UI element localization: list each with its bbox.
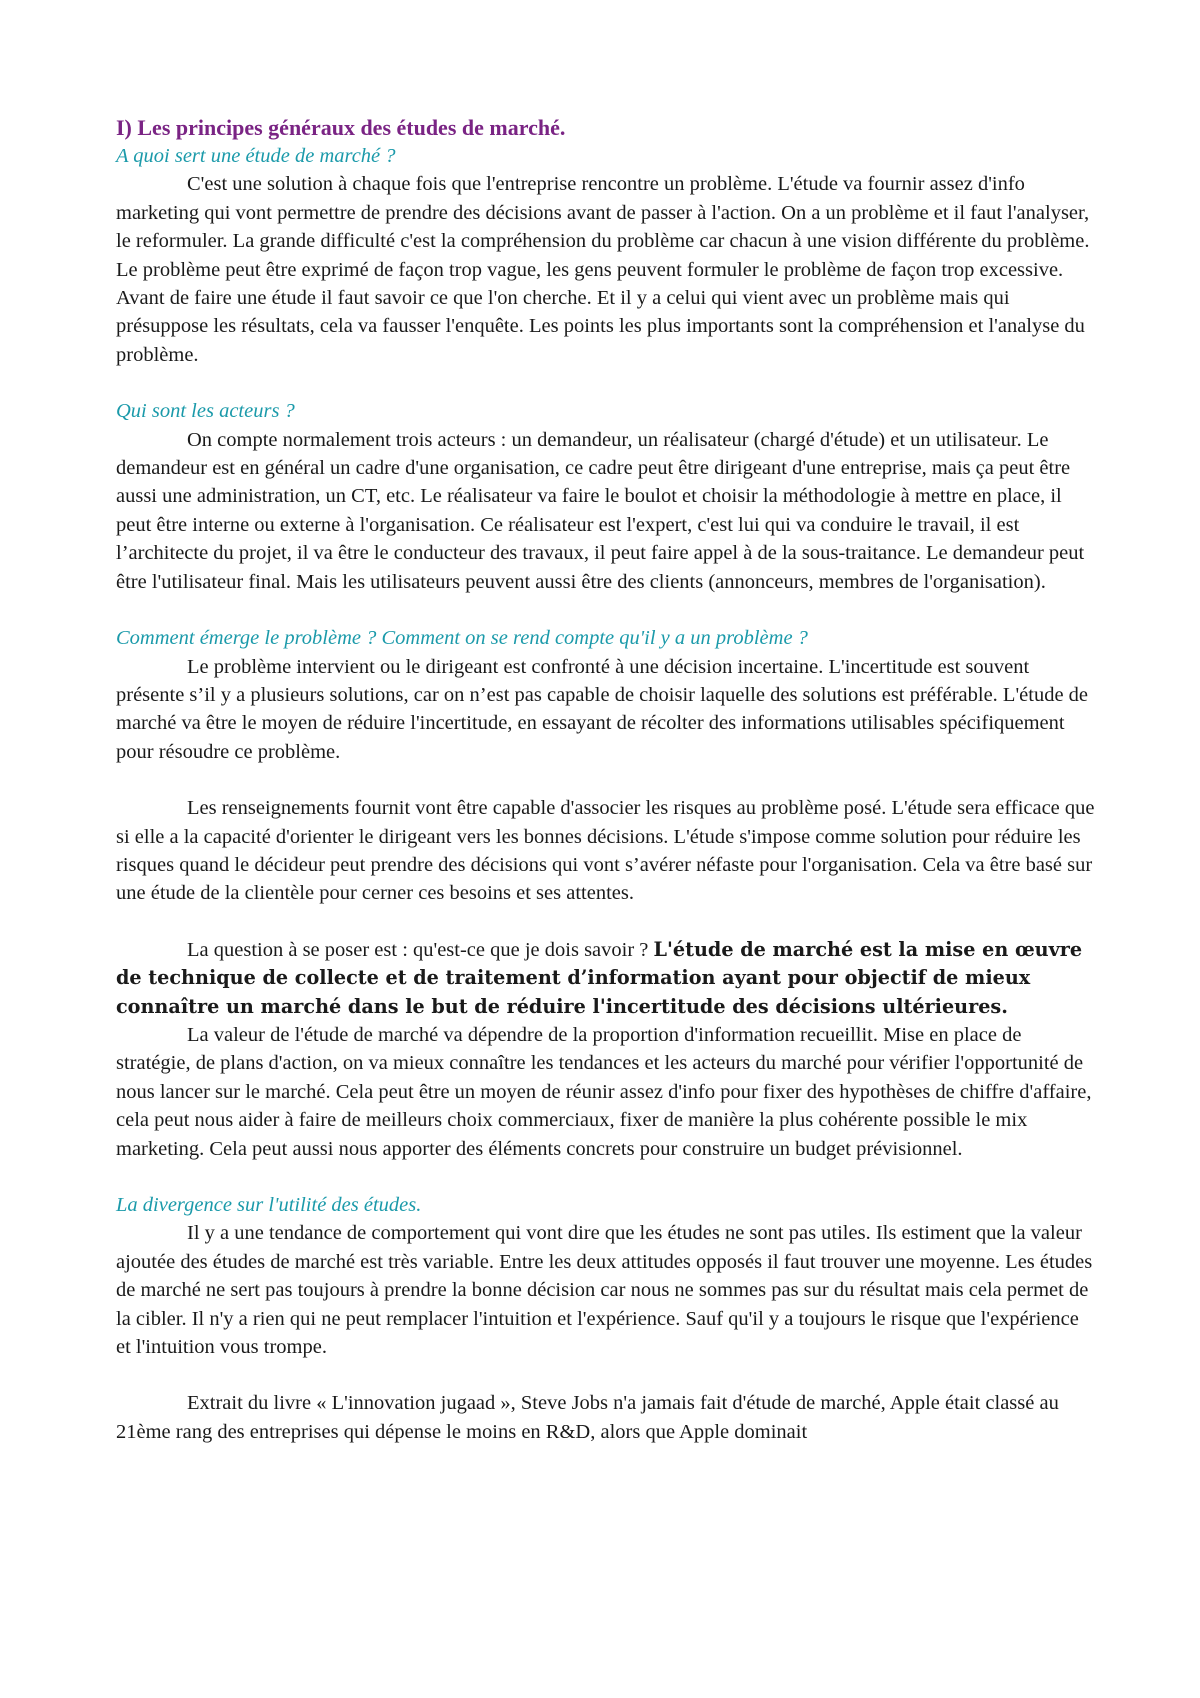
paragraph-gap — [116, 1361, 1096, 1389]
paragraph-actors: On compte normalement trois acteurs : un demandeur, un réalisateur (chargé d'étude) et un utilisateur. Le demandeur est en général un cadre d'une organisation, ce cadre peut être dirigeant d'une entreprise, mais ça peut être aussi une administration, un CT, etc. Le réalisateur va faire le boulot et choisir la méthodologie à mettre en place, il peut être interne ou externe à l'organisation. Ce réalisateur est l'expert, c'est lui qui va conduire le travail, il est l’architecte du projet, il va être le conducteur des travaux, il peut faire appel à de la sous-traitance. Le demandeur peut être l'utilisateur final. Mais les utilisateurs peuvent aussi être des clients (annonceurs, membres de l'organisation). — [116, 428, 1085, 593]
section-heading-problem: Comment émerge le problème ? Comment on se rend compte qu'il y a un problème ? — [116, 627, 808, 650]
definition-lead: La question à se poser est : qu'est-ce que je dois savoir ? — [187, 938, 654, 961]
paragraph-gap — [116, 1163, 1096, 1191]
paragraph-gap — [116, 908, 1096, 936]
paragraph-definition — [116, 936, 1096, 1021]
section-heading-divergence: La divergence sur l'utilité des études. — [116, 1194, 422, 1216]
paragraph-problem-1: Le problème intervient ou le dirigeant est confronté à une décision incertaine. L'incertitude est souvent présente s’il y a plusieurs solutions, car on n’est pas capable de choisir laquelle des solutions est préférable. L'étude de marché va être le moyen de réduire l'incertitude, en essayant de récolter des informations utilisables spécifiquement pour résoudre ce problème. — [116, 655, 1089, 763]
document-page — [116, 114, 1096, 1446]
paragraph-gap — [116, 766, 1096, 794]
paragraph-gap — [116, 369, 1096, 397]
paragraph-jugaad: Extrait du livre « L'innovation jugaad », Steve Jobs n'a jamais fait d'étude de marché, Apple était classé au 21ème rang des entreprises qui dépense le moins en R&D, alors que Apple dominait — [116, 1392, 1059, 1443]
paragraph-purpose: C'est une solution à chaque fois que l'entreprise rencontre un problème. L'étude va fournir assez d'info marketing qui vont permettre de prendre des décisions avant de passer à l'action. On a un problème et il faut l'analyser, le reformuler. La grande difficulté c'est la compréhension du problème car chacun à une vision différente du problème. Le problème peut être exprimé de façon trop vague, les gens peuvent formuler le problème de façon trop excessive. Avant de faire une étude il faut savoir ce que l'on cherche. Et il y a celui qui vient avec un problème mais qui présuppose les résultats, cela va fausser l'enquête. Les points les plus importants sont la compréhension et l'analyse du problème. — [116, 173, 1090, 366]
paragraph-divergence: Il y a une tendance de comportement qui vont dire que les études ne sont pas utiles. Ils estiment que la valeur ajoutée des études de marché est très variable. Entre les deux attitudes opposés il faut trouver une moyenne. Les études de marché ne sert pas toujours à prendre la bonne décision car nous ne sommes pas sur du résultat mais cela permet de la cibler. Il n'y a rien qui ne peut remplacer l'intuition et l'expérience. Sauf qu'il y a toujours le risque que l'expérience et l'intuition vous trompe. — [116, 1222, 1093, 1359]
section-heading-actors: Qui sont les acteurs ? — [116, 400, 295, 423]
paragraph-gap — [116, 596, 1096, 624]
paragraph-value: La valeur de l'étude de marché va dépendre de la proportion d'information recueillit. Mise en place de stratégie, de plans d'action, on va mieux connaître les tendances et les acteurs du marché pour vérifier l'opportunité de nous lancer sur le marché. Cela peut être un moyen de réunir assez d'info pour fixer des hypothèses de chiffre d'affaire, cela peut nous aider à faire de meilleurs choix commerciaux, fixer de manière la plus cohérente possible le mix marketing. Cela peut aussi nous apporter des éléments concrets pour construire un budget prévisionnel. — [116, 1023, 1092, 1160]
definition-bold: L'étude de marché est la mise en œuvre de technique de collecte et de traitement d’information ayant pour objectif de mieux connaître un marché dans le but de réduire l'incertitude des décisions ultérieures. — [116, 937, 1083, 1018]
document-title: I) Les principes généraux des études de marché. — [116, 115, 566, 140]
paragraph-problem-2: Les renseignements fournit vont être capable d'associer les risques au problème posé. L'étude sera efficace que si elle a la capacité d'orienter le dirigeant vers les bonnes décisions. L'étude s'impose comme solution pour réduire les risques quand le décideur peut prendre des décisions qui vont s’avérer néfaste pour l'organisation. Cela va être basé sur une étude de la clientèle pour cerner ces besoins et ses attentes. — [116, 797, 1095, 905]
section-heading-purpose: A quoi sert une étude de marché ? — [116, 145, 396, 167]
